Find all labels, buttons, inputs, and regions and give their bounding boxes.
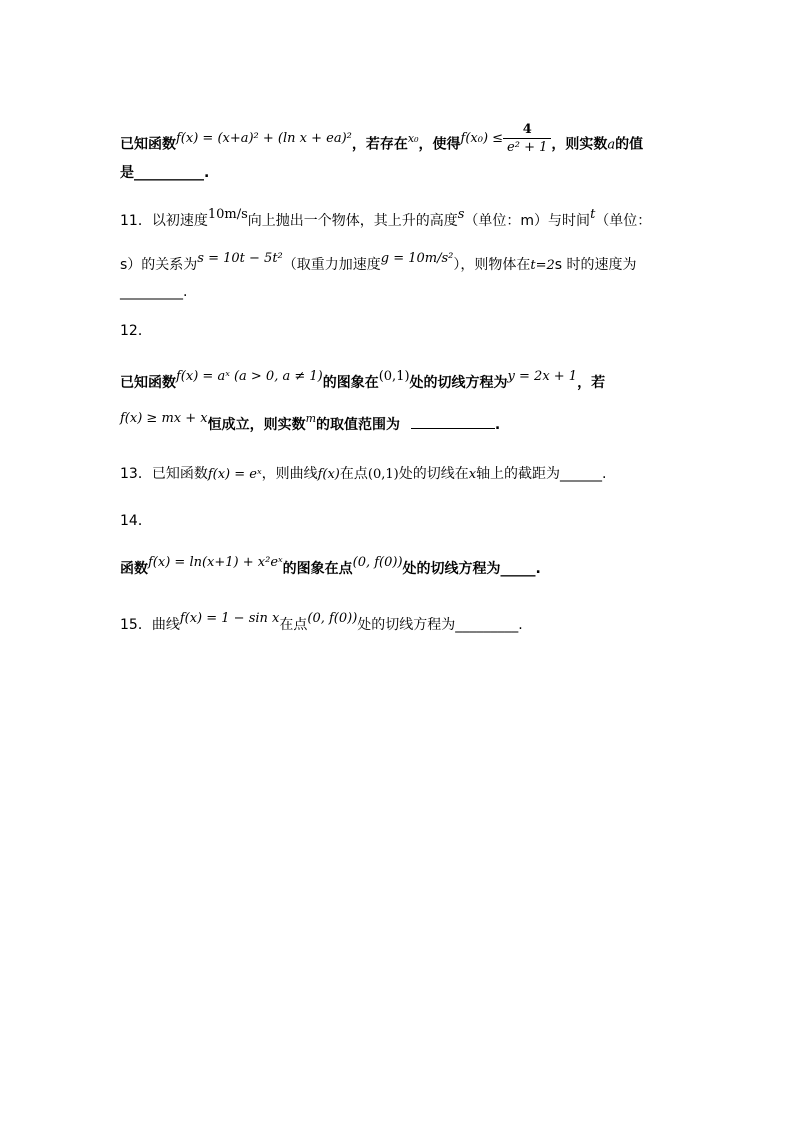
q12-line1 [120,369,694,392]
q10-fraction-numerator: 4 [522,122,532,137]
q14-number: 14． [120,513,152,529]
q14-line [120,555,694,578]
q12-text-2: 处的切线方程为 [409,375,508,391]
q10-variable-a: a [607,137,616,153]
q15-text-3: 处的切线方程为_________. [357,617,523,633]
q12-text-3: ，若 [577,375,606,391]
q14-function: f(x) = ln(x+1) + x²eˣ [148,555,283,570]
q12-var-m: m [305,412,317,425]
q12-answer-blank [411,416,495,429]
q10-text-2: ，使得 [418,136,461,153]
q14-intro: 函数 [120,561,148,577]
q12-number: 12． [120,323,152,339]
q12-line2 [120,411,694,434]
q11-line2 [120,251,694,274]
q11-text-7: s 时的速度为 [554,257,637,273]
q11-var-t: t [590,207,596,222]
q11-text-2: （单位：m）与时间 [464,213,591,229]
q13-line [120,463,694,483]
q11-line1 [120,207,694,230]
q14-point: (0, f(0)) [352,555,403,570]
q10-line2: 是__________. [120,165,210,181]
q10-text-4: 的值 [615,136,644,153]
q11-var-s: s [457,207,465,222]
q13-text-2: ，则曲线 [261,466,318,482]
q11-text-4: s）的关系为 [120,257,198,273]
q11-line3: _________. [120,284,188,300]
q11-equation: s = 10t − 5t² [197,251,283,266]
q10-fraction [503,122,551,155]
q13-text-3: 在点 [339,466,368,482]
q13-fx: f(x) [317,467,340,482]
q11-text-6: ），则物体在 [453,257,531,273]
q10-condition: f(x₀) ≤ [460,130,504,146]
q15-text-1: 15．曲线 [120,617,180,633]
q11-time-value: t=2 [530,258,555,273]
q10-function: f(x) = (x+a)² + (ln x + ea)² [176,130,352,146]
q14-text-2: 处的切线方程为_____. [402,561,541,577]
q11-text-5: （取重力加速度 [282,257,381,273]
q13-text-4: 处的切线在 [398,466,469,482]
q15-function: f(x) = 1 − sin x [179,611,280,626]
q12-end: . [494,417,501,433]
q12-text-4: 恒成立，则实数 [207,417,306,433]
q15-text-2: 在点 [279,617,308,633]
q12-text-1: 的图象在 [322,375,379,391]
q12-inequality: f(x) ≥ mx + x [120,411,208,426]
q11-text-3: （单位： [595,213,652,229]
q12-text-5: 的取值范围为 [316,417,401,433]
q12-function: f(x) = aˣ (a > 0, a ≠ 1) [176,369,323,384]
q12-point: (0,1) [378,369,410,384]
q13-var-x: x [468,467,477,482]
q11-text-1: 向上抛出一个物体，其上升的高度 [247,213,458,229]
q11-gravity: g = 10m/s² [380,251,454,266]
q10-text-3: ，则实数 [551,136,608,153]
q13-text-1: 13．已知函数 [120,466,208,482]
q10-line1 [120,122,694,161]
q12-intro: 已知函数 [120,375,176,391]
q11-speed: 10m/s [207,207,248,222]
q13-point: (0,1) [367,467,399,482]
q12-tangent-line: y = 2x + 1 [507,369,578,384]
q13-function: f(x) = eˣ [207,467,262,482]
q14-text-1: 的图象在点 [282,561,353,577]
q10-text-1: ，若存在 [351,136,408,153]
q15-point: (0, f(0)) [307,611,358,626]
q10-intro: 已知函数 [120,136,176,153]
q15-line [120,611,694,634]
q13-text-5: 轴上的截距为______. [476,466,607,482]
q10-fraction-denominator: e² + 1 [503,138,551,155]
q10-x0: x₀ [407,131,419,145]
q11-number: 11．以初速度 [120,213,208,229]
